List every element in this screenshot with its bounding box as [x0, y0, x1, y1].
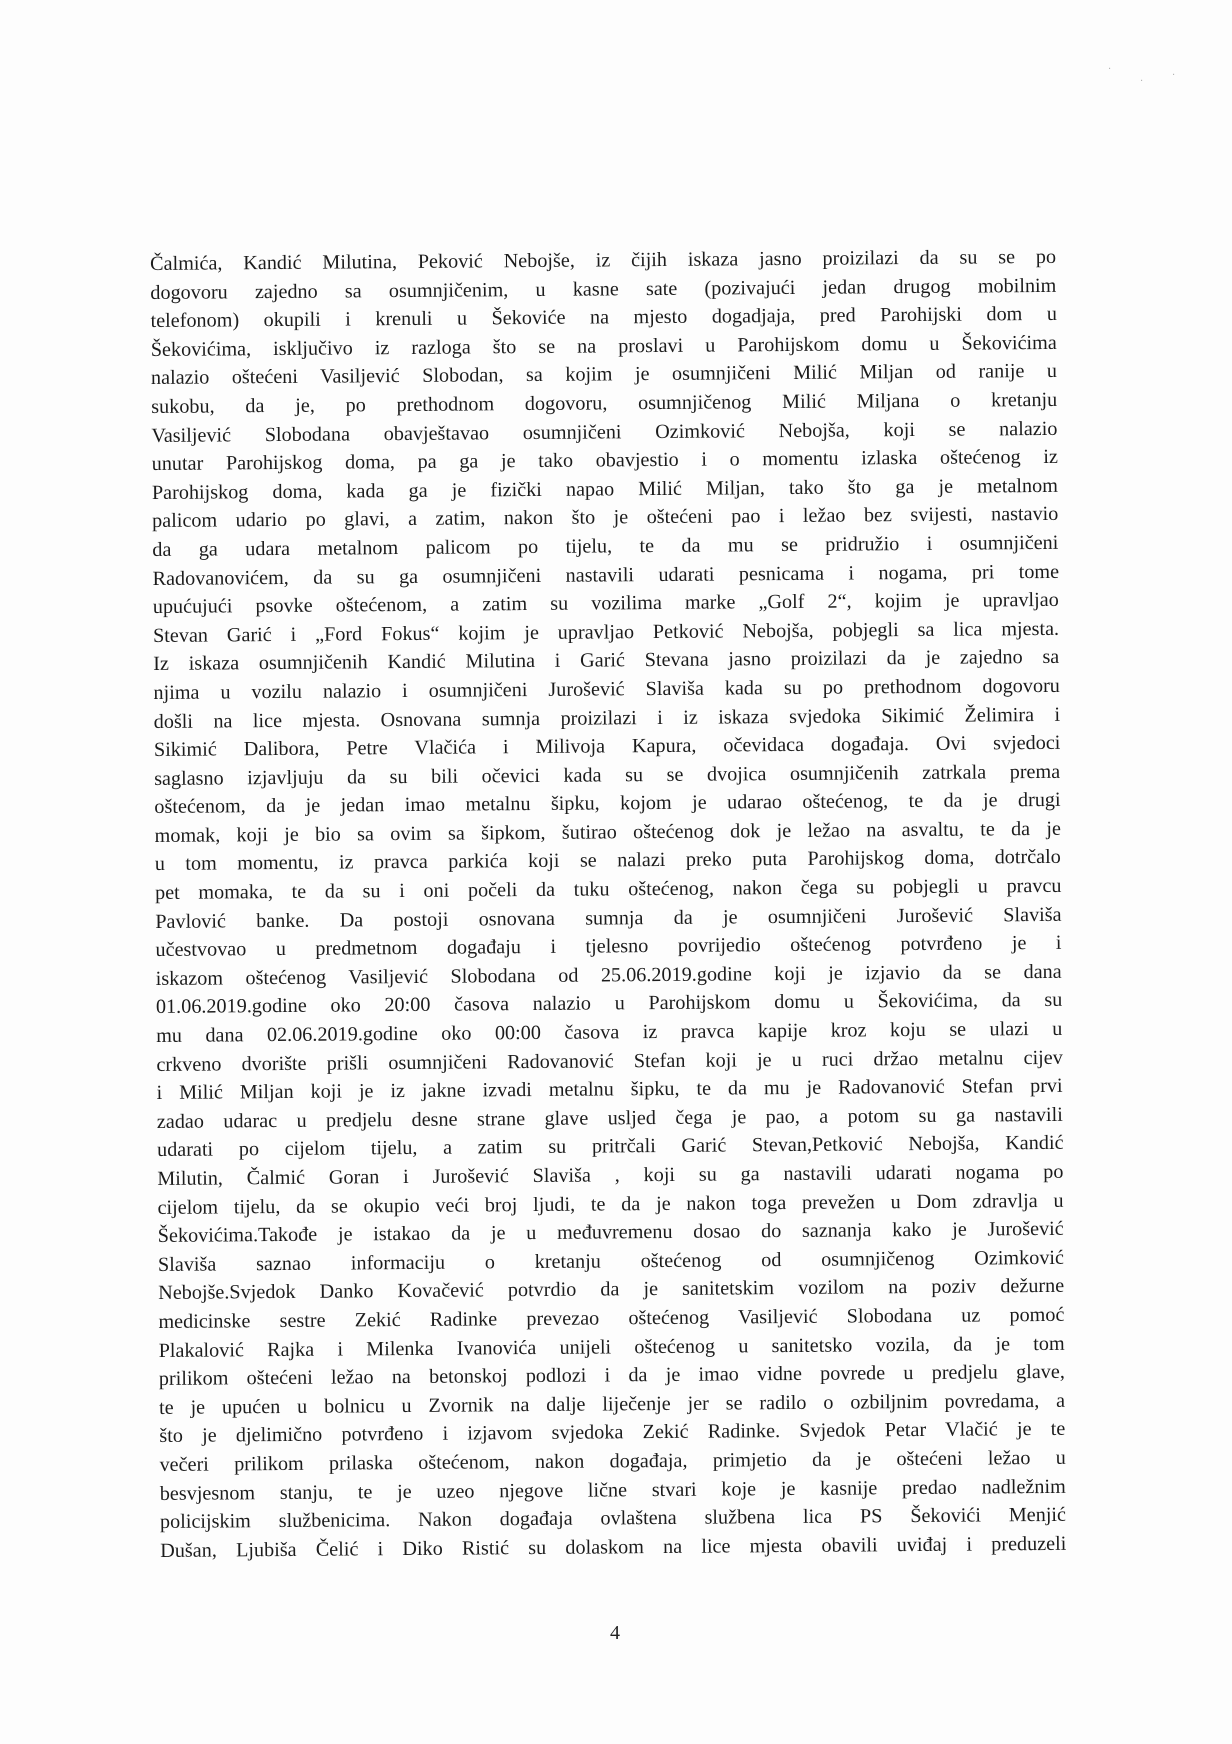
- text-line: Pavlović banke. Da postoji osnovana sumnja da je osumnjičeni Jurošević Slaviša: [155, 903, 1062, 933]
- text-line: telefonom) okupili i krenuli u Šekoviće na mjesto dogadjaja, pred Parohijski dom u: [150, 303, 1057, 333]
- text-line: Milutin, Čalmić Goran i Jurošević Slaviša , koji su ga nastavili udarati nogama po: [157, 1160, 1064, 1190]
- text-line: i Milić Miljan koji je iz jakne izvadi metalnu šipku, te da mu je Radovanović Stefan prvi: [156, 1075, 1063, 1105]
- text-line: došli na lice mjesta. Osnovana sumnja proizilazi i iz iskaza svjedoka Sikimić Želimira i: [153, 703, 1061, 733]
- text-line: iskazom oštećenog Vasiljević Slobodana od 25.06.2019.godine koji je izjavio da se dana: [155, 960, 1062, 990]
- text-line: besvjesnom stanju, te je uzeo njegove lične stvari koje je kasnije predao nadležnim: [159, 1475, 1066, 1505]
- text-line: Sikimić Dalibora, Petre Vlačića i Milivoja Kapura, očevidaca događaja. Ovi svjedoci: [153, 731, 1061, 762]
- text-line: večeri prilikom prilaska oštećenom, nakon događaja, primjetio da je oštećeni ležao u: [159, 1446, 1066, 1476]
- text-line: pet momaka, te da su i oni počeli da tuku oštećenog, nakon čega su pobjegli u pravcu: [154, 874, 1062, 905]
- text-line: saglasno izjavljuju da su bili očevici kada su se dvojica osumnjičenih zatrkala prema: [154, 760, 1061, 790]
- text-line: Plakalović Rajka i Milenka Ivanovića unijeli oštećenog u sanitetsko vozila, da je tom: [158, 1332, 1065, 1362]
- text-line: da ga udara metalnom palicom po tijelu, te da mu se pridružio i osumnjičeni: [152, 531, 1059, 561]
- text-line: učestvovao u predmetnom događaju i tjelesno povrijedio oštećenog potvrđeno je i: [155, 932, 1062, 962]
- text-line: 01.06.2019.godine oko 20:00 časova nalazio u Parohijskom domu u Šekovićima, da su: [155, 989, 1063, 1019]
- page-number: 4: [610, 1622, 620, 1644]
- scan-artifact: ·: [1172, 70, 1176, 81]
- text-line: njima u vozilu nalazio i osumnjičeni Jurošević Slaviša kada su po prethodnom dogovoru: [153, 674, 1060, 704]
- text-line: palicom udario po glavi, a zatim, nakon što je oštećeni pao i ležao bez svijesti, nastavio: [152, 503, 1059, 533]
- text-line: oštećenom, da je jedan imao metalnu šipku, kojom je udarao oštećenog, te da je drugi: [154, 789, 1061, 819]
- text-line: nalazio oštećeni Vasiljević Slobodan, sa kojim je osumnjičeni Milić Miljan od ranije u: [150, 360, 1058, 390]
- text-line: prilikom oštećeni ležao na betonskoj podlozi i da je imao vidne povrede u predjelu glave,: [158, 1361, 1065, 1391]
- text-line: te je upućen u bolnicu u Zvornik na dalje liječenje jer se radilo o ozbiljnim povredama, a: [159, 1389, 1066, 1419]
- text-line: momak, koji je bio sa ovim sa šipkom, šutirao oštećenog dok je ležao na asvaltu, te da je: [154, 817, 1062, 847]
- text-line: unutar Parohijskog doma, pa ga je tako obavjestio i o momentu izlaska oštećenog iz: [151, 446, 1058, 476]
- scan-artifact: ·: [1108, 64, 1112, 75]
- text-line: Stevan Garić i „Ford Fokus“ kojim je upravljao Petković Nebojša, pobjegli sa lica mjesta.: [152, 617, 1060, 647]
- text-line: Slaviša saznao informaciju o kretanju oštećenog od osumnjičenog Ozimković: [157, 1246, 1065, 1276]
- text-line: Šekovićima.Takođe je istakao da je u međuvremenu dosao do saznanja kako je Jurošević: [157, 1218, 1064, 1248]
- scan-artifact: ·: [1140, 76, 1144, 87]
- text-line: dogovoru zajedno sa osumnjičenim, u kasne sate (pozivajući jedan drugog mobilnim: [150, 274, 1057, 304]
- text-line: Vasiljević Slobodana obavještavao osumnjičeni Ozimković Nebojša, koji se nalazio: [151, 417, 1058, 447]
- text-line: Čalmića, Kandić Milutina, Peković Nebojše, iz čijih iskaza jasno proizilazi da su se po: [150, 245, 1057, 275]
- text-line: zadao udarac u predjelu desne strane glave usljed čega je pao, a potom su ga nastavili: [156, 1103, 1063, 1133]
- text-line: mu dana 02.06.2019.godine oko 00:00 časova iz pravca kapije kroz koju se ulazi u: [156, 1017, 1063, 1048]
- text-line: Dušan, Ljubiša Čelić i Diko Ristić su dolaskom na lice mjesta obavili uviđaj i preduzeli: [160, 1532, 1067, 1562]
- text-line: crkveno dvorište prišli osumnjičeni Radovanović Stefan koji je u ruci držao metalnu cijev: [156, 1046, 1063, 1076]
- text-line: Iz iskaza osumnjičenih Kandić Milutina i Garić Stevana jasno proizilazi da je zajedno sa: [153, 646, 1060, 676]
- body-text: [150, 243, 1066, 1565]
- text-line: policijskim službenicima. Nakon događaja ovlaštena službena lica PS Šekovići Menjić: [159, 1503, 1067, 1534]
- text-line: Šekovićima, isključivo iz razloga što se na proslavi u Parohijskom domu u Šekovićima: [150, 331, 1057, 361]
- text-line: udarati po cijelom tijelu, a zatim su pritrčali Garić Stevan,Petković Nebojša, Kandić: [156, 1132, 1064, 1162]
- text-line: upućujući psovke oštećenom, a zatim su vozilima marke „Golf 2“, kojim je upravljao: [152, 588, 1059, 619]
- text-line: što je djelimično potvrđeno i izjavom svjedoka Zekić Radinke. Svjedok Petar Vlačić je te: [159, 1418, 1066, 1448]
- text-line: cijelom tijelu, da se okupio veći broj ljudi, te da je nakon toga prevežen u Dom zdravlja u: [157, 1189, 1064, 1219]
- text-line: medicinske sestre Zekić Radinke prevezao oštećenog Vasiljević Slobodana uz pomoć: [158, 1303, 1065, 1333]
- text-line: u tom momentu, iz pravca parkića koji se nalazi preko puta Parohijskog doma, dotrčalo: [154, 846, 1061, 876]
- text-line: Radovanovićem, da su ga osumnjičeni nastavili udarati pesnicama i nogama, pri tome: [152, 560, 1060, 590]
- text-line: Nebojše.Svjedok Danko Kovačević potvrdio da je sanitetskim vozilom na poziv dežurne: [158, 1275, 1065, 1305]
- text-line: sukobu, da je, po prethodnom dogovoru, osumnjičenog Milić Miljana o kretanju: [151, 388, 1058, 418]
- text-line: Parohijskog doma, kada ga je fizički napao Milić Miljan, tako što ga je metalnom: [151, 474, 1058, 504]
